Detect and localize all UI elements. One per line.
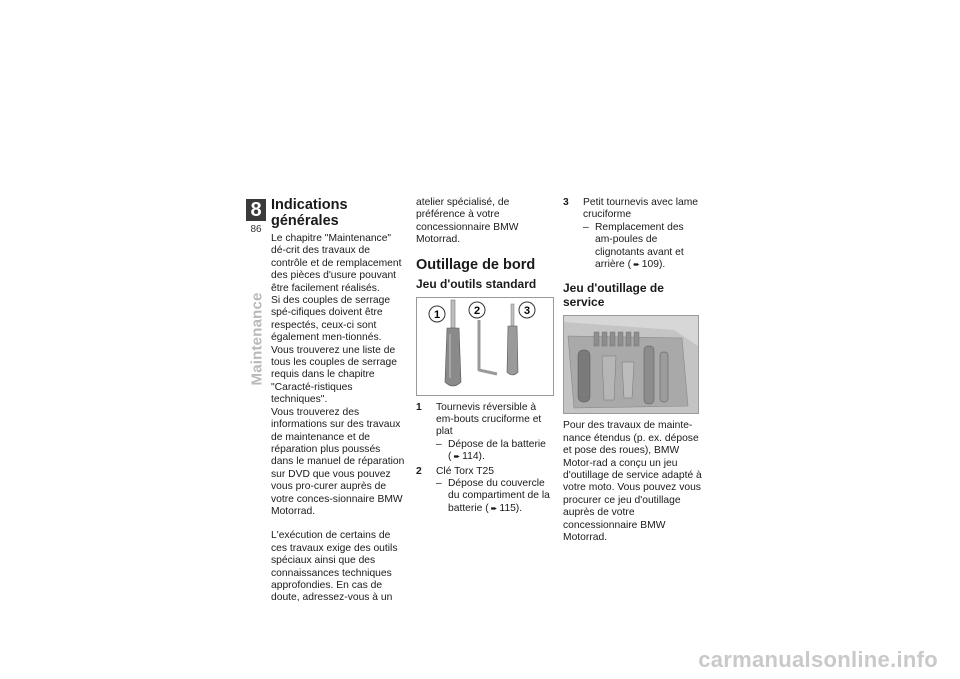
- paragraph: Si des couples de serrage spé-cifiques doivent être respectés, ceux-ci sont également men-tionnés. Vous trouverez une liste de tous les couples de serrage requis dans le chapitre "Caracté-ristiques techniques".: [271, 295, 397, 406]
- subsection-title-service-kit: Jeu d'outillage de service: [563, 281, 664, 310]
- page-reference-arrow-icon: ➨: [453, 452, 461, 462]
- watermark: carmanualsonline.info: [698, 647, 938, 672]
- section-title-general: Indications générales: [271, 197, 348, 229]
- paragraph: Pour des travaux de mainte-nance étendus (p. ex. dépose et pose des roues), BMW Motor-rad a conçu un jeu d'outillage de service adapté à votre moto. Vous pouvez vous procurer ce jeu d'outillage auprès de votre concessionnaire BMW Motorrad.: [563, 420, 702, 544]
- reversible-screwdriver-illustration: [445, 300, 461, 386]
- service-kit-figure: [563, 315, 699, 414]
- list-item: 3 Petit tournevis avec lame cruciforme – Remplacement des am-poules de clignotants avant et arrière ( ➨ 109).: [563, 197, 699, 271]
- column-2: [416, 197, 554, 515]
- list-item: 2 Clé Torx T25 – Dépose du couvercle du compartiment de la batterie ( ➨ 115).: [416, 465, 550, 514]
- page-number: 86: [250, 224, 262, 235]
- column-1: [271, 197, 405, 605]
- chapter-sidebar-label: Maintenance: [248, 292, 266, 386]
- section-title-onboard-tools: Outillage de bord: [416, 256, 536, 273]
- page-reference-arrow-icon: ➨: [633, 260, 640, 270]
- paragraph: Vous trouverez des informations sur des travaux de maintenance et de réparation plus poussés dans le manuel de réparation sur DVD que vous pouvez vous pro-curer auprès de votre conces-sionnaire BMW Motorrad.: [271, 406, 405, 517]
- list-item: 1 Tournevis réversible à em-bouts cruciforme et plat – Dépose de la batterie ( ➨ 114).: [416, 401, 546, 463]
- figure-label-2: 2: [473, 304, 481, 317]
- figure-label-1: 1: [433, 308, 441, 321]
- subsection-title-standard-kit: Jeu d'outils standard: [416, 276, 537, 291]
- paragraph-continued: atelier spécialisé, de préférence à votre concessionnaire BMW Motorrad.: [416, 197, 519, 246]
- chapter-number: 8: [246, 199, 266, 221]
- small-screwdriver-illustration: [507, 304, 518, 375]
- figure-label-3: 3: [523, 304, 531, 317]
- column-3: [563, 197, 703, 545]
- torx-key-illustration: [479, 320, 497, 374]
- paragraph: Le chapitre "Maintenance" dé-crit des travaux de contrôle et de remplacement des pièces d'usure pouvant être facilement réalisés.: [271, 233, 402, 294]
- tool-kit-figure: [416, 297, 554, 396]
- page-reference-arrow-icon: ➨: [490, 503, 498, 513]
- paragraph: L'exécution de certains de ces travaux exige des outils spéciaux ainsi que des connaissances techniques approfondies. En cas de doute, adressez-vous à un: [271, 530, 398, 604]
